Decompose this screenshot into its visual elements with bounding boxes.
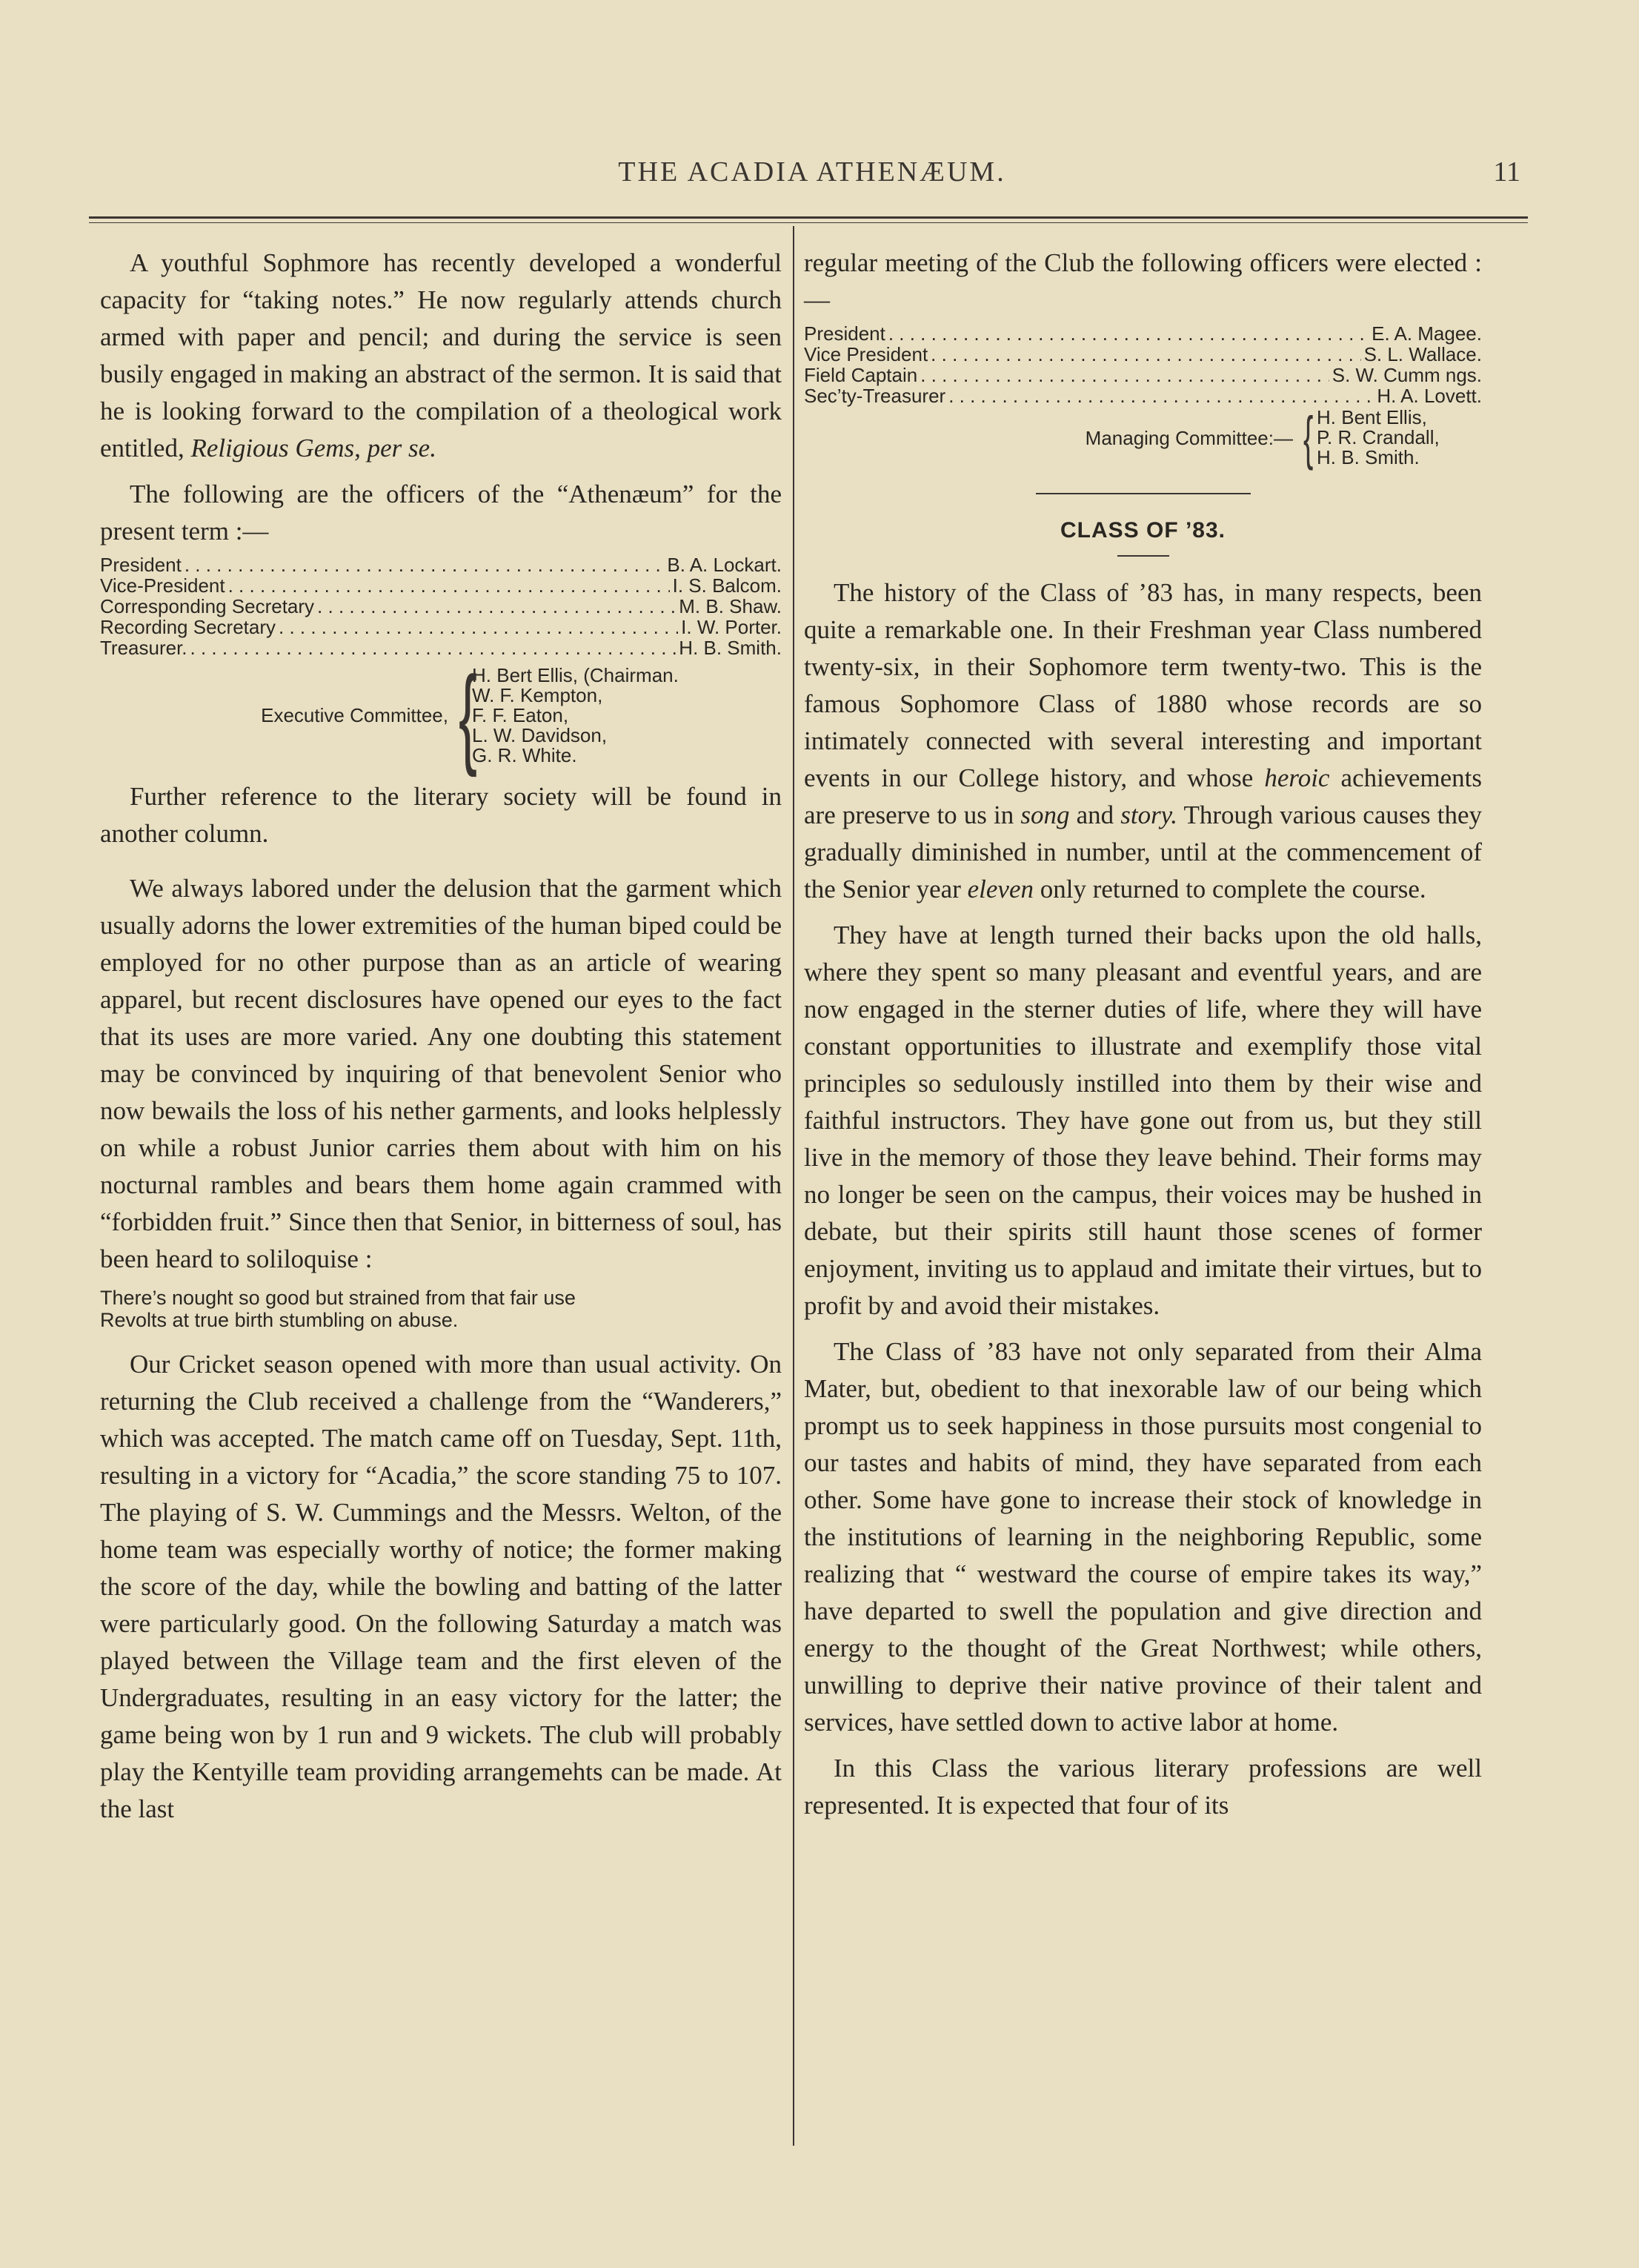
italic-word: eleven [967, 875, 1034, 903]
leader-dots [888, 323, 1369, 344]
committee-members [1317, 408, 1440, 468]
professions-paragraph: In this Class the various literary professions are well represented. It is expected that four of its [804, 1754, 1482, 1820]
paragraph-text: The history of the Class of ’83 has, in many respects, been quite a remarkable one. In their Freshman year Class numbered twenty-six, in their Sophomore term twenty-two. This is the famous Sophomore Class of 1880 whose records are so intimately connected with several interesting and important events in our College history, and whose [804, 578, 1482, 792]
italic-word: song [1020, 800, 1070, 829]
officer-row [804, 323, 1482, 344]
officer-name: I. S. Balcom. [672, 574, 782, 597]
paragraph-text: only returned to complete the course. [1034, 875, 1426, 903]
paragraph-text: achievements are preserve to us in [804, 763, 1483, 829]
officer-name: I. W. Porter. [681, 616, 782, 638]
section-heading: CLASS OF ’83. [1060, 518, 1226, 543]
committee-label: Managing Committee:— [1085, 426, 1293, 449]
leader-dots [920, 365, 1329, 385]
officer-name: H. A. Lovett. [1377, 385, 1482, 407]
book-title: Religious Gems, per se. [190, 434, 436, 462]
officer-role: President [804, 322, 885, 345]
officer-role: Recording Secretary [100, 616, 276, 638]
officer-row [100, 637, 782, 658]
committee-member: H. Bent Ellis, [1317, 406, 1427, 428]
officer-name: E. A. Magee. [1372, 322, 1482, 345]
garment-paragraph: We always labored under the delusion that the garment which usually adorns the lower extremities of the human biped could be employed for no other purpose than as an article of wearing apparel, but recent disclosures have opened our eyes to the fact that its uses are more varied. Any one doubting this statement may be convinced by inquiring of that benevolent Senior who now bewails the loss of his nether garments, and looks helplessly on while a robust Junior carries them about with him on his nocturnal rambles and bears them home again crammed with “forbidden fruit.” Since then that Senior, in bitterness of soul, has been heard to soliloquise : [100, 874, 782, 1273]
section-small-rule [1117, 555, 1169, 557]
officer-row [804, 365, 1482, 385]
running-title: THE ACADIA ATHENÆUM. [618, 156, 1006, 188]
committee-member: H. B. Smith. [1317, 446, 1420, 468]
officer-row [100, 617, 782, 637]
left-column [100, 245, 782, 1837]
class-history-paragraph [804, 574, 1482, 908]
officer-role: Vice President [804, 343, 928, 365]
officer-role: Field Captain [804, 364, 918, 386]
officer-role: Vice-President [100, 574, 225, 597]
italic-word: story. [1120, 800, 1178, 829]
sophomore-paragraph [100, 245, 782, 467]
officer-role: President [100, 554, 182, 576]
literary-society-note: Further reference to the literary society will be found in another column. [100, 782, 782, 848]
officer-role: Corresponding Secretary [100, 595, 315, 617]
header-rule-thin [89, 222, 1528, 223]
header-rule [89, 216, 1528, 219]
committee-member: H. Bert Ellis, (Chairman. [472, 663, 679, 686]
committee-member: G. R. White. [472, 743, 577, 766]
committee-member: W. F. Kempton, [472, 683, 603, 706]
officer-role: Treasurer. [100, 637, 187, 659]
athenaeum-officers-list [100, 554, 782, 777]
brace-icon: { [1303, 404, 1314, 471]
committee-member: F. F. Eaton, [472, 703, 569, 726]
managing-committee [937, 404, 1482, 471]
officer-row [804, 344, 1482, 365]
section-rule [1036, 493, 1251, 494]
cricket-continuation: regular meeting of the Club the following officers were elected :— [804, 248, 1482, 314]
officer-row [100, 596, 782, 617]
leader-dots [190, 637, 676, 658]
class-separation-paragraph: The Class of ’83 have not only separated from their Alma Mater, but, obedient to that inexorable law of our being which prompt us to seek happiness in those pursuits most congenial to our tastes and habits of mind, they have separated from each other. Some have gone to increase their stock of knowledge in the institutions of learning in the neighboring Republic, some realizing that “ westward the course of empire takes its way,” have departed to swell the population and give direction and energy to the thought of the Great Northwest; while others, unwilling to deprive their native province of their talent and services, have settled down to active labor at home. [804, 1337, 1482, 1737]
committee-member: L. W. Davidson, [472, 723, 608, 746]
cricket-officers-list [804, 322, 1482, 471]
verse-line: Revolts at true birth stumbling on abuse. [100, 1309, 459, 1331]
class-departure-paragraph: They have at length turned their backs upon the old halls, where they spent so many pleasant and eventful years, and are now engaged in the sterner duties of life, where they will have constant opportunities to illustrate and exemplify those vital principles so sedulously instilled into them by their wise and faithful instructors. They have gone out from us, but they still live in the memory of those they leave behind. Their forms may no longer be seen on the campus, their voices may be hushed in debate, but their spirits still haunt those scenes of former enjoyment, inviting us to applaud and imitate their virtues, but to profit by and avoid their mistakes. [804, 921, 1482, 1320]
officer-name: B. A. Lockart. [667, 554, 782, 576]
officer-row [100, 554, 782, 575]
officer-row [804, 385, 1482, 406]
officer-name: M. B. Shaw. [679, 595, 782, 617]
officer-name: S. W. Cumm ngs. [1332, 364, 1482, 386]
page-header [104, 156, 1520, 200]
paragraph-text: and [1069, 800, 1121, 829]
leader-dots [931, 344, 1360, 365]
verse-quote [100, 1287, 782, 1331]
leader-dots [317, 596, 676, 617]
verse-line: There’s nought so good but strained from that fair use [100, 1287, 576, 1309]
executive-committee [167, 653, 782, 777]
officer-row [100, 575, 782, 596]
paragraph-text: A youthful Sophmore has recently developed a wonderful capacity for “taking notes.” He now regularly attends church armed with paper and pencil; and during the service is seen busily engaged in making an abstract of the sermon. It is said that he is looking forward to the compilation of a theological work entitled, [100, 248, 782, 462]
committee-members [472, 663, 679, 766]
brace-icon: { [459, 653, 478, 777]
leader-dots [279, 617, 678, 637]
italic-word: heroic [1264, 763, 1330, 792]
cricket-paragraph: Our Cricket season opened with more than usual activity. On returning the Club received a challenge from the “Wanderers,” which was accepted. The match came off on Tuesday, Sept. 11th, resulting in a victory for “Acadia,” the score standing 75 to 107. The playing of S. W. Cummings and the Messrs. Welton, of the home team was especially worthy of notice; the former making the score of the day, while the bowling and batting of the latter were particularly good. On the following Saturday a match was played between the Village team and the first eleven of the Undergraduates, resulting in an easy victory for the latter; the game being won by 1 run and 9 wickets. The club will probably play the Kentyille team providing arrangemehts can be made. At the last [100, 1350, 782, 1823]
column-divider [793, 226, 794, 2146]
leader-dots [184, 554, 665, 575]
committee-label: Executive Committee, [261, 704, 448, 726]
leader-dots [948, 385, 1374, 406]
officer-name: S. L. Wallace. [1363, 343, 1482, 365]
page-number: 11 [1493, 156, 1520, 188]
officer-role: Sec’ty-Treasurer [804, 385, 946, 407]
officer-name: H. B. Smith. [679, 637, 782, 659]
committee-member: P. R. Crandall, [1317, 426, 1440, 448]
paragraph-text: Through various causes they gradually diminished in number, until at the commencement of the Senior year [804, 800, 1482, 903]
leader-dots [228, 575, 670, 596]
athenaeum-officers-intro: The following are the officers of the “Athenæum” for the present term :— [100, 480, 782, 546]
right-column [804, 245, 1482, 1833]
